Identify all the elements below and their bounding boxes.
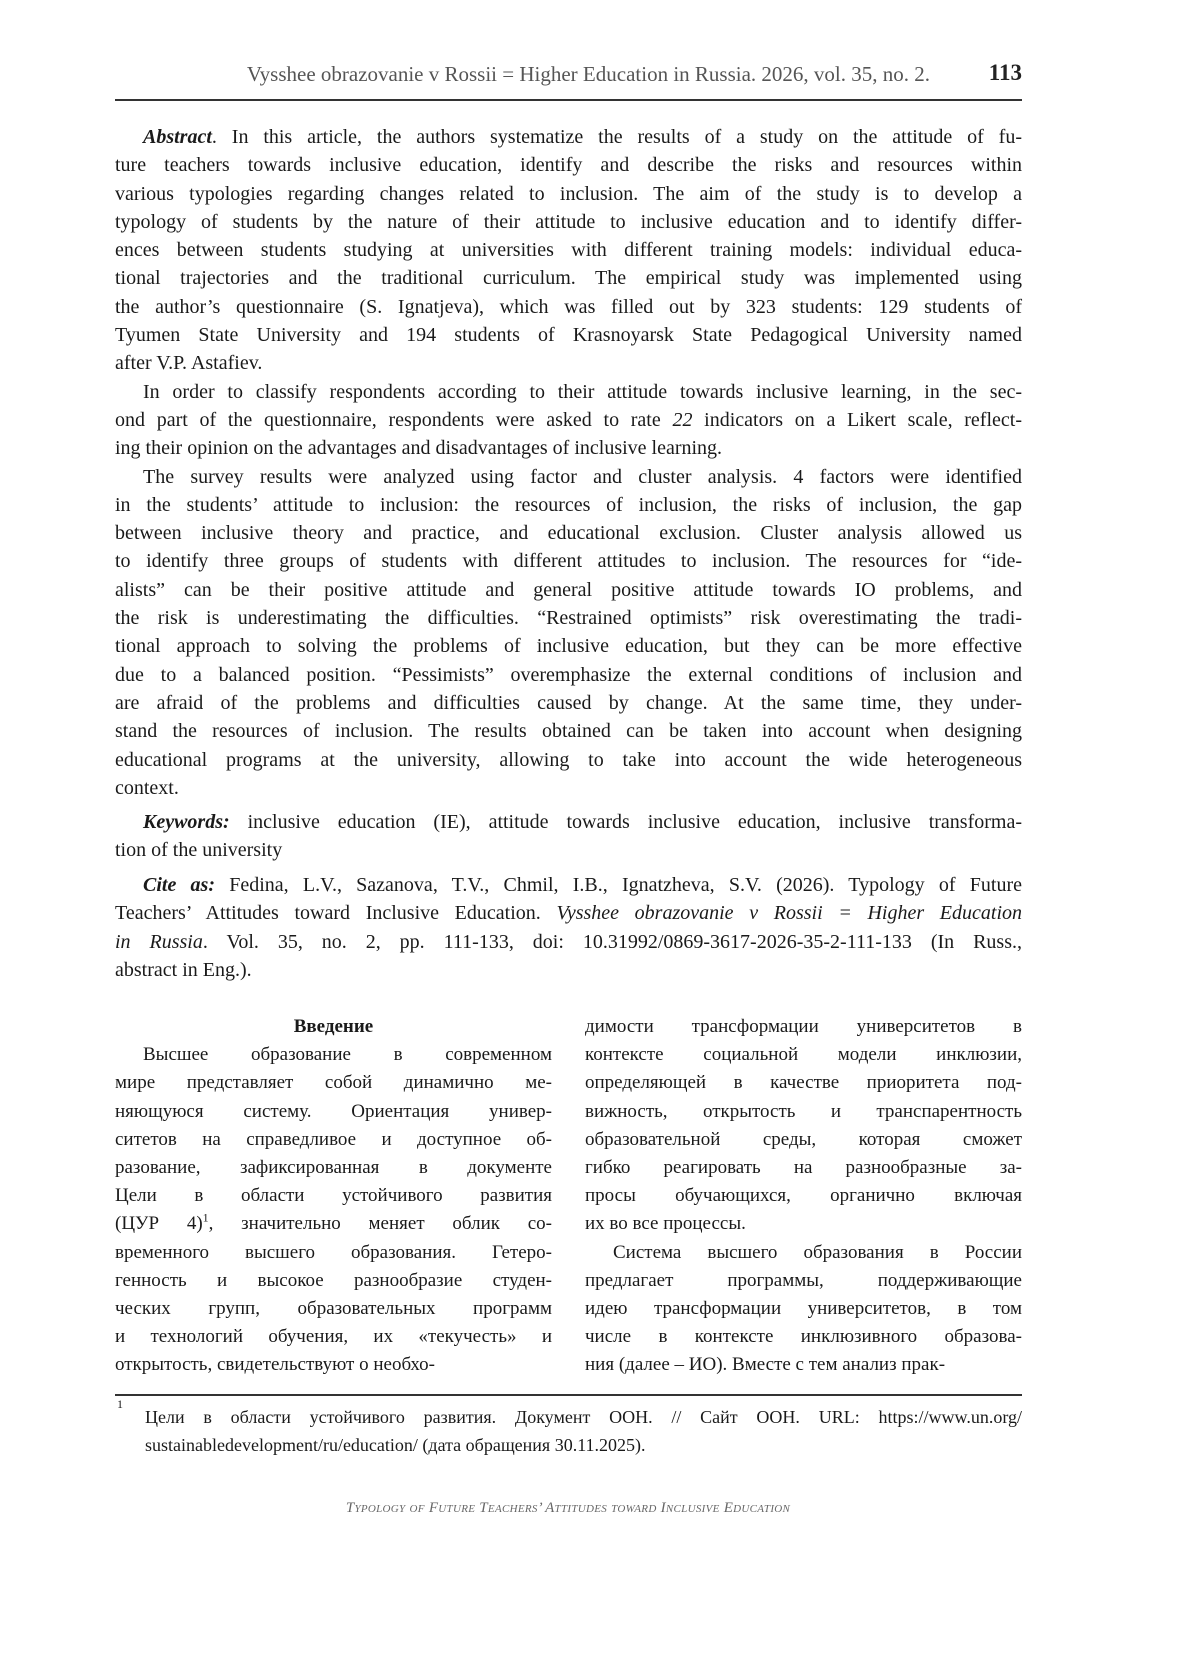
text-line [585,1210,1022,1238]
text-line [115,871,1022,899]
text-line [115,293,1022,321]
text-line [115,1210,552,1238]
text-segment: The survey results were analyzed using factor and cluster analysis. 4 factors were identified [143,465,1022,488]
text-segment: разование, зафиксированная в документе [115,1156,552,1178]
text-line [115,321,1022,349]
text-segment: ния (далее – ИО). Вместе с тем анализ прак- [585,1354,946,1376]
text-segment: indicators on a Likert scale, reflect- [692,408,1022,431]
text-segment: идею трансформации университетов, в том [585,1297,1022,1319]
text-segment: мире представляет собой динамично ме- [115,1072,552,1094]
text-segment: . In this article, the authors systematize the results of a study on the attitude of fu- [211,126,1022,148]
text-segment: Cite as: [143,874,215,896]
text-segment: in the students’ attitude to inclusion: the resources of inclusion, the risks of inclusion, the gap [115,493,1022,516]
text-segment: (ЦУР 4) [115,1213,203,1235]
text-line [115,774,1022,802]
text-segment: tion of the university [115,839,283,862]
text-segment: Цели в области устойчивого развития [115,1185,552,1207]
text-line [585,1267,1022,1295]
text-segment: ситетов на справедливое и доступное об- [115,1128,552,1150]
text-line [115,491,1022,519]
text-segment: stand the resources of inclusion. The results obtained can be taken into account when designing [115,720,1022,743]
citation [115,871,1022,984]
text-line [585,1295,1022,1323]
text-segment: димости трансформации университетов в [585,1016,1022,1037]
text-segment: предлагает программы, поддерживающие [585,1269,1022,1291]
text-line [115,180,1022,208]
text-segment: и технологий обучения, их «текучесть» и [115,1326,552,1348]
text-line [115,928,1022,956]
text-segment: context. [115,776,179,799]
text-segment: to identify three groups of students with different attitudes to inclusion. The resources for “ide- [115,550,1022,573]
text-line [115,1069,552,1097]
footnote [115,1397,1022,1459]
text-segment: due to a balanced position. “Pessimists” overemphasize the external conditions of inclusion and [115,663,1022,686]
text-line [115,632,1022,660]
footnote-number: 1 [117,1397,123,1411]
text-segment: the author’s questionnaire (S. Ignatjeva), which was filled out by 323 students: 129 students of [115,295,1022,318]
text-segment: Система высшего образования в России [613,1241,1022,1263]
text-segment: Fedina, L.V., Sazanova, T.V., Chmil, I.B., Ignatzheva, S.V. (2026). Typology of Future [215,874,1022,896]
text-segment: числе в контексте инклюзивного образова- [585,1326,1022,1348]
text-line [115,151,1022,179]
keywords [115,808,1022,865]
text-segment: in Russia [115,930,203,953]
text-line [115,1041,552,1069]
text-line [115,1267,552,1295]
text-segment: between inclusive theory and practice, and educational exclusion. Cluster analysis allowed us [115,522,1022,545]
text-segment: просы обучающихся, органично включая [585,1185,1022,1207]
text-line [585,1351,1022,1379]
text-segment: открытость, свидетельствуют о необхо- [115,1354,435,1376]
body-column-left [115,1013,552,1379]
text-segment: определяющей в качестве приоритета под- [585,1072,1022,1094]
text-line [585,1182,1022,1210]
text-segment: In order to classify respondents according to their attitude towards inclusive learning, in the sec- [143,380,1022,403]
text-segment: inclusive education (IE), attitude towards inclusive education, inclusive transforma- [229,811,1022,833]
text-segment: генность и высокое разнообразие студен- [115,1269,552,1291]
text-segment: abstract in Eng.). [115,958,252,981]
text-line [115,1323,552,1351]
text-line [115,1239,552,1267]
text-line [115,689,1022,717]
text-line [115,264,1022,292]
text-segment: 22 [672,408,693,431]
running-header-journal: Vysshee obrazovanie v Rossii = Higher Education in Russia. 2026, vol. 35, no. 2. [246,62,930,86]
text-line [115,463,1022,491]
text-line [585,1041,1022,1069]
text-line [115,1403,1022,1431]
text-segment: их во все процессы. [585,1213,746,1235]
text-line [585,1126,1022,1154]
text-line [115,1295,552,1323]
text-line [115,1431,1022,1459]
text-segment: after V.P. Astafiev. [115,352,263,375]
text-line [115,836,1022,864]
running-footer-title: Typology of Future Teachers’ Attitudes toward Inclusive Education [345,1500,791,1516]
text-line [115,808,1022,836]
text-line [115,349,1022,377]
text-line [115,1154,552,1182]
text-segment: Введение [293,1016,374,1037]
text-line [115,1351,552,1379]
text-segment: ture teachers towards inclusive education, identify and describe the risks and resources within [115,154,1022,177]
text-line [115,1098,552,1126]
text-line [115,547,1022,575]
text-line [115,1182,552,1210]
page-number: 113 [988,60,1022,85]
body-column-right [585,1013,1022,1379]
text-line [115,123,1022,151]
text-line [115,434,1022,462]
text-line [585,1154,1022,1182]
text-segment: Abstract [143,126,212,148]
text-segment: ческих групп, образовательных программ [115,1297,552,1319]
text-segment: the risk is underestimating the difficulties. “Restrained optimists” risk overestimating the tradi- [115,607,1022,630]
text-segment: вижность, открытость и транспарентность [585,1100,1022,1122]
text-line [585,1098,1022,1126]
text-line [115,378,1022,406]
text-segment: Vysshee obrazovanie v Rossii = Higher Education [556,902,1023,925]
text-line [115,1126,552,1154]
text-segment: educational programs at the university, allowing to take into account the wide heterogeneous [115,748,1022,771]
text-segment: tional approach to solving the problems of inclusive education, but they can be more effective [115,635,1022,658]
text-line [115,899,1022,927]
text-segment: alists” can be their positive attitude and general positive attitude towards IO problems, and [115,578,1022,601]
text-segment: , значительно меняет облик со- [208,1213,552,1235]
text-segment: are afraid of the problems and difficulties caused by change. At the same time, they under- [115,691,1022,714]
text-line [115,604,1022,632]
text-line [115,519,1022,547]
text-line [115,956,1022,984]
text-line [115,576,1022,604]
text-line [115,236,1022,264]
text-segment: . Vol. 35, no. 2, pp. 111-133, doi: 10.31992/0869-3617-2026-35-2-111-133 (In Russ., [202,930,1022,953]
text-line [115,661,1022,689]
text-line [585,1323,1022,1351]
text-segment: Teachers’ Attitudes toward Inclusive Education. [115,902,557,925]
text-segment: sustainabledevelopment/ru/education/ (дата обращения 30.11.2025). [145,1435,646,1455]
footnote-ref: 1 [202,1210,209,1225]
text-segment: контексте социальной модели инклюзии, [585,1044,1022,1066]
text-segment: няющуюся систему. Ориентация универ- [115,1100,552,1122]
text-segment: Tyumen State University and 194 students of Krasnoyarsk State Pedagogical University named [115,324,1022,347]
text-line [115,208,1022,236]
text-segment: ing their opinion on the advantages and disadvantages of inclusive learning. [115,437,723,460]
text-segment: образовательной среды, которая сможет [585,1128,1022,1150]
text-line [115,406,1022,434]
text-segment: Цели в области устойчивого развития. Документ ООН. // Сайт ООН. URL: https://www.un.org/ [145,1407,1022,1427]
text-segment: tional trajectories and the traditional curriculum. The empirical study was implemented using [115,267,1022,290]
text-segment: various typologies regarding changes related to inclusion. The aim of the study is to develop a [115,182,1022,205]
text-line [585,1013,1022,1041]
text-segment: ences between students studying at universities with different training models: individual educa- [115,239,1022,262]
text-segment: typology of students by the nature of their attitude to inclusive education and to identify differ- [115,210,1022,233]
text-line [585,1239,1022,1267]
abstract [115,123,1022,802]
text-segment: гибко реагировать на разнообразные за- [585,1156,1022,1178]
text-line [115,717,1022,745]
text-segment: Keywords: [143,811,230,833]
header-rule [115,99,1022,101]
text-segment: Высшее образование в современном [143,1044,552,1066]
text-line [115,1013,552,1041]
footnote-rule [115,1394,1022,1396]
text-segment: временного высшего образования. Гетеро- [115,1241,552,1263]
text-line [115,746,1022,774]
footnote-text [115,1403,1022,1459]
text-line [585,1069,1022,1097]
text-segment: ond part of the questionnaire, respondents were asked to rate [115,408,673,431]
